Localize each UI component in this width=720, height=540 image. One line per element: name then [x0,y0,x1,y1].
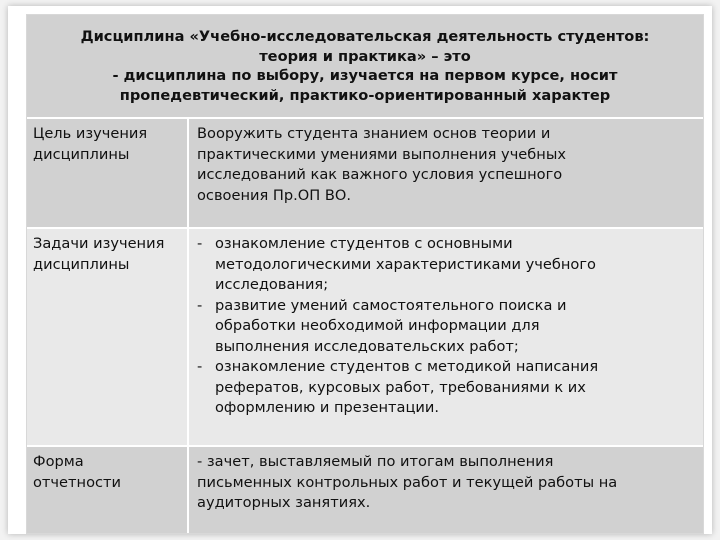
header-line: теория и практика» – это [259,47,471,65]
label-line: Цель изучения [33,125,148,142]
slide [8,6,712,534]
task-bullet [197,234,697,296]
header-line: - дисциплина по выбору, изучается на первом курсе, носит [112,67,618,84]
bullet-dash: - [197,235,203,252]
label-line: дисциплины [33,145,130,163]
label-line: отчетности [33,473,122,491]
row-content [189,119,703,227]
content-line: исследования; [215,276,329,293]
row-label [27,447,189,533]
content-line: практическими умениями выполнения учебных [197,145,566,163]
content-line: выполнения исследовательских работ; [215,337,519,355]
table-row-tasks [27,229,703,447]
table-row-reporting [27,447,703,533]
content-line: оформлению и презентации. [215,399,440,416]
table-header [27,15,703,119]
row-label [27,119,189,227]
content-line: аудиторных занятиях. [197,494,371,511]
content-line: методологическими характеристиками учебного [215,255,596,273]
content-line: рефератов, курсовых работ, требованиями к их [215,378,586,396]
content-line: обработки необходимой информации для [215,317,540,334]
row-label [27,229,189,445]
label-line: Задачи изучения [33,235,165,252]
content-line: ознакомление студентов с методикой написания [215,358,599,375]
row-content [189,447,703,533]
content-line: - зачет, выставляемый по итогам выполнения [197,453,554,470]
content-line: освоения Пр.ОП ВО. [197,186,352,204]
task-bullet [197,296,697,358]
label-line: дисциплины [33,255,130,273]
content-line: ознакомление студентов с основными [215,235,513,252]
label-line: Форма [33,453,84,470]
bullet-dash: - [197,358,203,375]
content-line: Вооружить студента знанием основ теории и [197,125,551,142]
content-line: письменных контрольных работ и текущей работы на [197,473,618,491]
bullet-dash: - [197,296,203,314]
content-line: развитие умений самостоятельного поиска и [215,296,567,314]
table-row-goal [27,119,703,229]
content-line: исследований как важного условия успешного [197,166,563,183]
header-line: Дисциплина «Учебно-исследовательская деятельность студентов: [80,28,650,45]
task-bullet [197,357,697,419]
row-content [189,229,703,445]
discipline-table [26,14,704,534]
header-line: пропедевтический, практико-ориентированный характер [119,86,611,104]
